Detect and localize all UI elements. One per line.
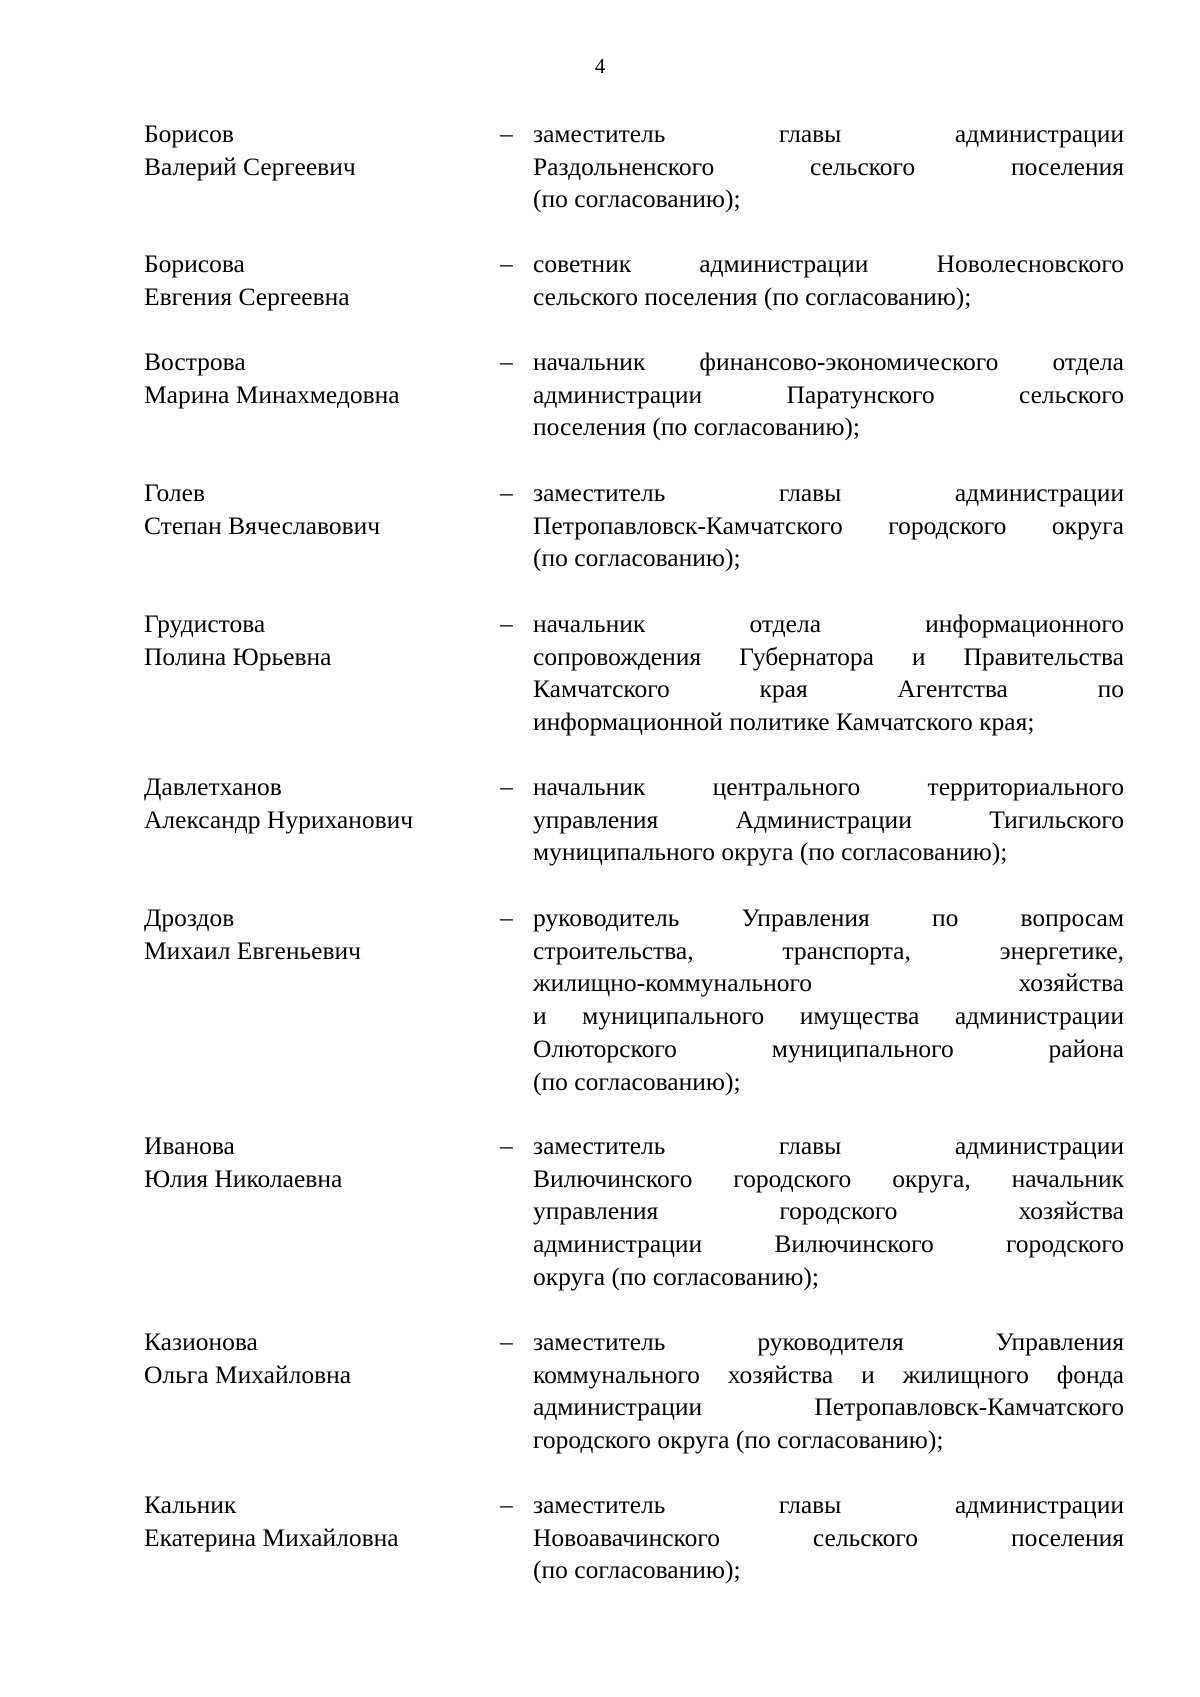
- position-description: [533, 248, 1124, 313]
- given-names: Валерий Сергеевич: [144, 151, 356, 181]
- description-line: муниципального округа (по согласованию);: [533, 837, 1008, 867]
- surname: Казионова: [144, 1327, 258, 1356]
- description-line: начальник центрального территориального: [533, 772, 1124, 801]
- surname: Давлетханов: [144, 772, 282, 801]
- surname: Иванова: [144, 1131, 235, 1160]
- description-line: жилищно-коммунального хозяйства: [533, 968, 1124, 998]
- description-line: заместитель руководителя Управления: [533, 1327, 1124, 1356]
- description-line: управления городского хозяйства: [533, 1196, 1124, 1226]
- given-names: Полина Юрьевна: [144, 641, 332, 671]
- description-line: руководитель Управления по вопросам: [533, 903, 1124, 932]
- given-names: Екатерина Михайловна: [144, 1522, 399, 1552]
- position-description: [533, 902, 1124, 1098]
- dash: –: [500, 347, 513, 376]
- description-line: начальник финансово-экономического отдела: [533, 347, 1124, 376]
- person-name: [144, 346, 484, 411]
- given-names: Марина Минахмедовна: [144, 379, 400, 409]
- dash: –: [500, 609, 513, 638]
- person-name: [144, 1130, 484, 1195]
- description-line: (по согласованию);: [533, 184, 741, 214]
- given-names: Степан Вячеславович: [144, 510, 381, 540]
- description-line: и муниципального имущества администрации: [533, 1001, 1124, 1031]
- description-line: Олюторского муниципального района: [533, 1033, 1124, 1063]
- description-line: управления Администрации Тигильского: [533, 804, 1124, 834]
- description-line: Раздольненского сельского поселения: [533, 151, 1124, 181]
- person-name: [144, 608, 484, 673]
- dash: –: [500, 119, 513, 148]
- person-name: [144, 1489, 484, 1554]
- given-names: Юлия Николаевна: [144, 1163, 343, 1193]
- dash: –: [500, 1327, 513, 1356]
- person-name: [144, 1326, 484, 1391]
- description-line: заместитель главы администрации: [533, 1490, 1124, 1519]
- surname: Вострова: [144, 347, 246, 376]
- description-line: поселения (по согласованию);: [533, 412, 860, 442]
- surname: Голев: [144, 478, 205, 507]
- given-names: Михаил Евгеньевич: [144, 935, 361, 965]
- person-name: [144, 771, 484, 836]
- description-line: заместитель главы администрации: [533, 478, 1124, 507]
- description-line: заместитель главы администрации: [533, 119, 1124, 148]
- description-line: округа (по согласованию);: [533, 1261, 820, 1291]
- description-line: советник администрации Новолесновского: [533, 249, 1124, 278]
- person-name: [144, 248, 484, 313]
- surname: Кальник: [144, 1490, 237, 1519]
- description-line: (по согласованию);: [533, 1555, 741, 1585]
- description-line: коммунального хозяйства и жилищного фонда: [533, 1359, 1124, 1389]
- description-line: Вилючинского городского округа, начальник: [533, 1163, 1124, 1193]
- description-line: Камчатского края Агентства по: [533, 674, 1124, 704]
- description-line: сопровождения Губернатора и Правительства: [533, 641, 1124, 671]
- description-line: администрации Паратунского сельского: [533, 379, 1124, 409]
- description-line: Новоавачинского сельского поселения: [533, 1522, 1124, 1552]
- surname: Борисова: [144, 249, 245, 278]
- description-line: (по согласованию);: [533, 543, 741, 573]
- description-line: сельского поселения (по согласованию);: [533, 281, 972, 311]
- position-description: [533, 477, 1124, 575]
- page-number: 4: [594, 54, 606, 78]
- position-description: [533, 1489, 1124, 1587]
- description-line: (по согласованию);: [533, 1066, 741, 1096]
- dash: –: [500, 478, 513, 507]
- position-description: [533, 608, 1124, 739]
- position-description: [533, 771, 1124, 869]
- given-names: Ольга Михайловна: [144, 1359, 352, 1389]
- dash: –: [500, 1131, 513, 1160]
- dash: –: [500, 903, 513, 932]
- description-line: информационной политике Камчатского края;: [533, 707, 1035, 737]
- dash: –: [500, 249, 513, 278]
- position-description: [533, 346, 1124, 444]
- given-names: Евгения Сергеевна: [144, 281, 350, 311]
- surname: Борисов: [144, 119, 234, 148]
- description-line: строительства, транспорта, энергетике,: [533, 935, 1124, 965]
- description-line: Петропавловск-Камчатского городского округа: [533, 510, 1124, 540]
- description-line: администрации Петропавловск-Камчатского: [533, 1392, 1124, 1422]
- description-line: начальник отдела информационного: [533, 609, 1124, 638]
- given-names: Александр Нуриханович: [144, 804, 414, 834]
- position-description: [533, 1326, 1124, 1457]
- surname: Грудистова: [144, 609, 266, 638]
- position-description: [533, 1130, 1124, 1294]
- person-name: [144, 902, 484, 967]
- dash: –: [500, 1490, 513, 1519]
- description-line: городского округа (по согласованию);: [533, 1425, 944, 1455]
- person-name: [144, 118, 484, 183]
- description-line: заместитель главы администрации: [533, 1131, 1124, 1160]
- surname: Дроздов: [144, 903, 235, 932]
- dash: –: [500, 772, 513, 801]
- position-description: [533, 118, 1124, 216]
- description-line: администрации Вилючинского городского: [533, 1229, 1124, 1259]
- person-name: [144, 477, 484, 542]
